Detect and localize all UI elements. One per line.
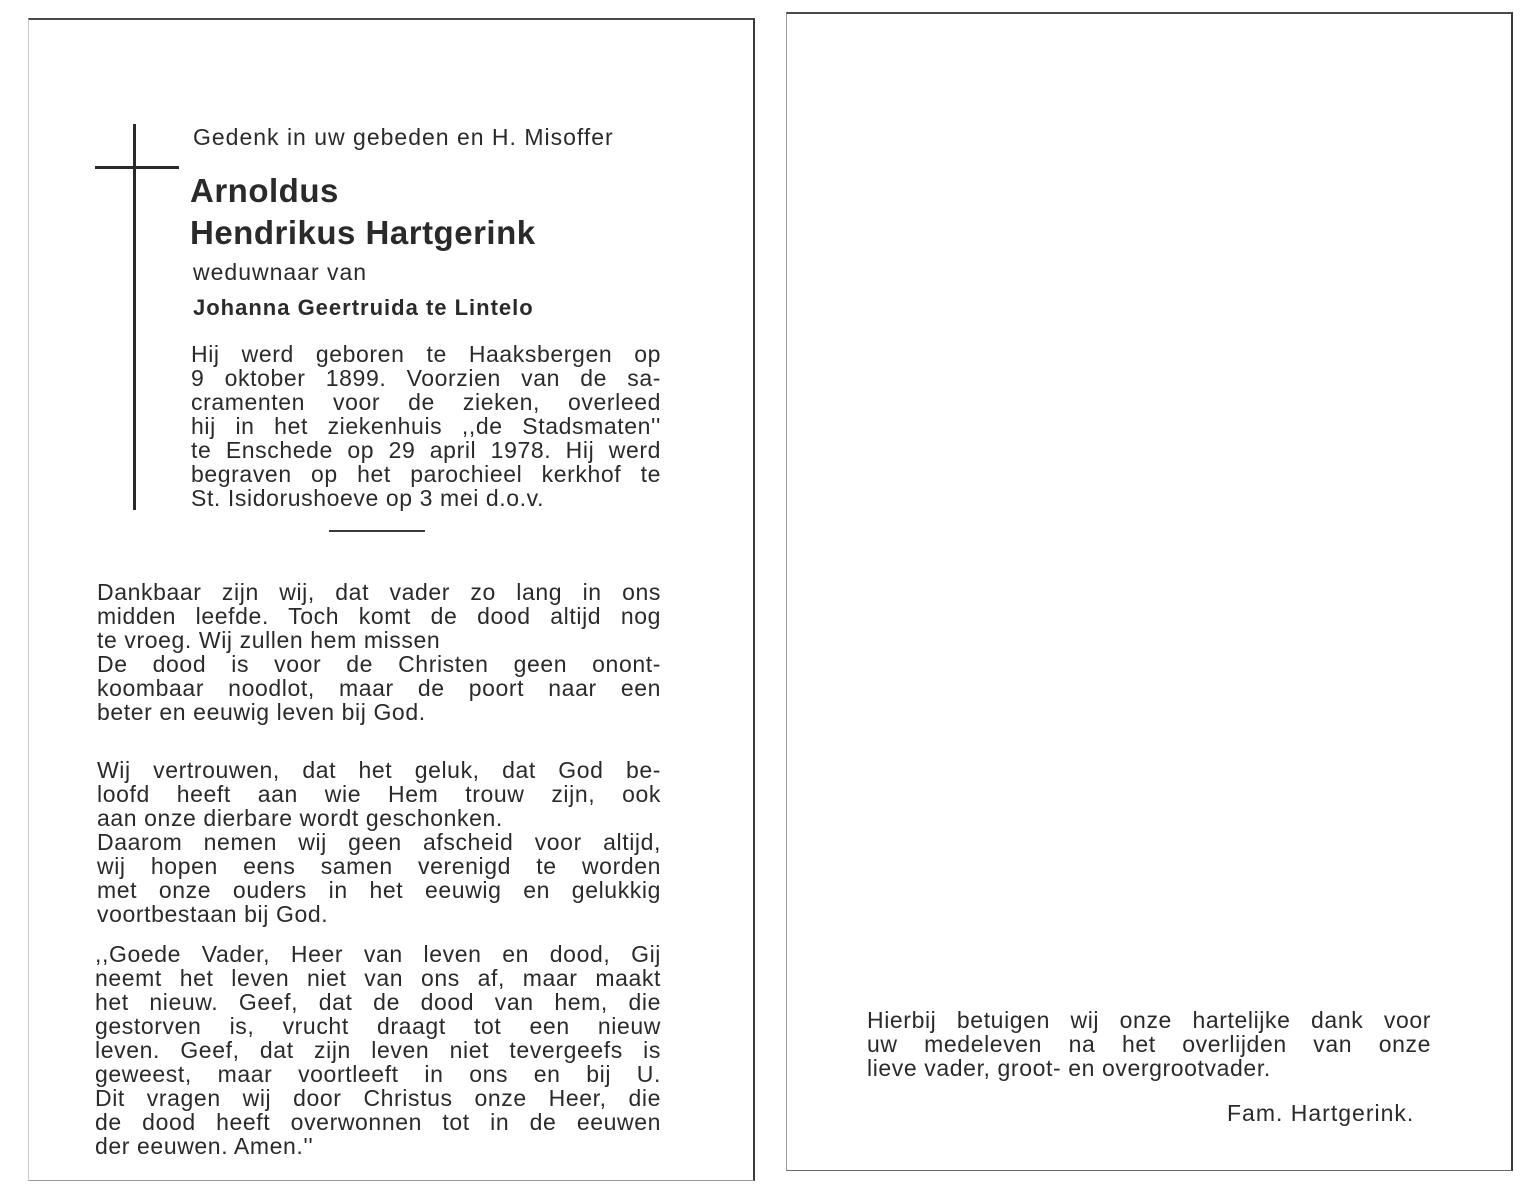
divider [329,530,425,532]
bio-line: hij in het ziekenhuis ,,de Stadsmaten'' [191,413,661,439]
text-line: De dood is voor de Christen geen onont- [97,651,661,677]
text-line: te vroeg. Wij zullen hem missen [97,627,441,653]
text-line: der eeuwen. Amen.'' [95,1133,314,1159]
text-line: leven. Geef, dat zijn leven niet tevergeefs is [95,1037,661,1063]
text-line: het nieuw. Geef, dat de dood van hem, die [95,989,661,1015]
cross-icon-bar [95,166,179,169]
text-line: uw medeleven na het overlijden van onze [867,1031,1431,1057]
text-line: loofd heeft aan wie Hem trouw zijn, ook [97,781,661,807]
paragraph-gratitude [97,580,661,724]
text-line: koombaar noodlot, maar de poort naar een [97,675,661,701]
paragraph-prayer [95,942,661,1158]
text-line: geweest, maar voortleeft in ons en bij U. [95,1061,661,1087]
biography [191,342,661,510]
cross-icon [133,124,136,510]
deceased-first-name: Arnoldus [190,172,339,209]
text-line: neemt het leven niet van ons af, maar maakt [95,965,661,991]
text-line: beter en eeuwig leven bij God. [97,699,426,725]
intro-text: Gedenk in uw gebeden en H. Misoffer [193,124,614,150]
text-line: de dood heeft overwonnen tot in de eeuwen [95,1109,661,1135]
family-signature: Fam. Hartgerink. [1227,1100,1415,1126]
bio-line: 9 oktober 1899. Voorzien van de sa- [191,365,661,391]
text-line: voortbestaan bij God. [97,901,329,927]
bio-line: Hij werd geboren te Haaksbergen op [191,341,661,367]
bio-line: cramenten voor de zieken, overleed [191,389,661,415]
text-line: aan onze dierbare wordt geschonken. [97,805,503,831]
text-line: met onze ouders in het eeuwig en gelukkig [97,877,661,903]
deceased-full-name: Hendrikus Hartgerink [190,214,536,251]
text-line: lieve vader, groot- en overgrootvader. [867,1055,1271,1081]
bio-line: te Enschede op 29 april 1978. Hij werd [191,437,661,463]
text-line: Hierbij betuigen wij onze hartelijke dank voor [867,1007,1431,1033]
widower-label: weduwnaar van [193,259,368,285]
text-line: Wij vertrouwen, dat het geluk, dat God be- [97,757,661,783]
text-line: Dit vragen wij door Christus onze Heer, die [95,1085,661,1111]
spouse-name: Johanna Geertruida te Lintelo [193,295,534,320]
paragraph-trust [97,758,661,926]
bio-line: St. Isidorushoeve op 3 mei d.o.v. [191,485,545,511]
thanks-text [867,1008,1431,1080]
bio-line: begraven op het parochieel kerkhof te [191,461,661,487]
text-line: Dankbaar zijn wij, dat vader zo lang in ons [97,579,661,605]
text-line: wij hopen eens samen verenigd te worden [97,853,661,879]
text-line: midden leefde. Toch komt de dood altijd nog [97,603,661,629]
text-line: gestorven is, vrucht draagt tot een nieuw [95,1013,661,1039]
memorial-card-front [28,18,755,1181]
text-line: ,,Goede Vader, Heer van leven en dood, Gij [95,941,661,967]
text-line: Daarom nemen wij geen afscheid voor altijd, [97,829,661,855]
memorial-card-back [786,12,1513,1171]
